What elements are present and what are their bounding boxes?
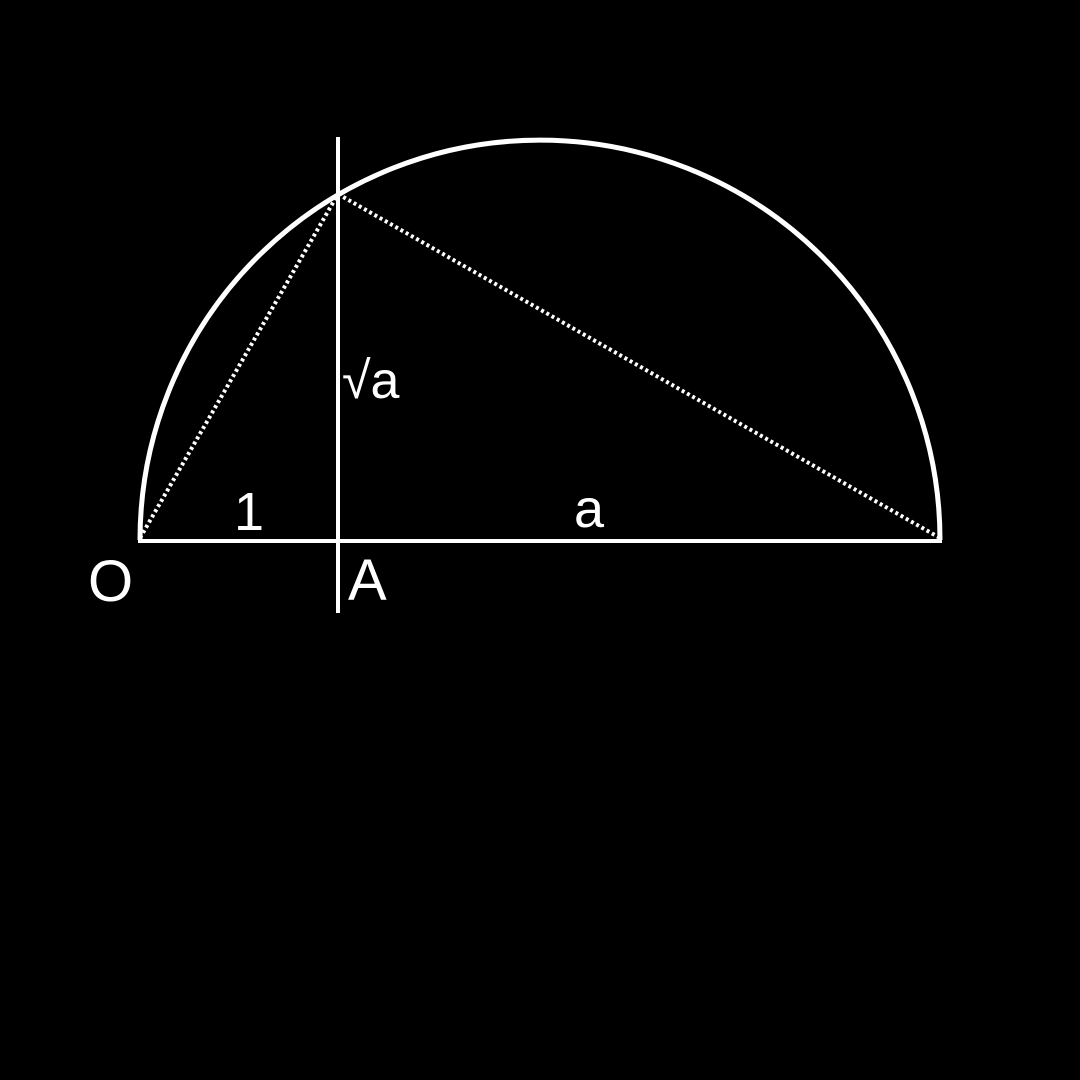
label-point-a: A <box>348 548 387 613</box>
label-unit-length: 1 <box>234 482 265 542</box>
chord-right-dotted <box>338 194 940 538</box>
label-origin-o: O <box>88 549 134 614</box>
semicircle-arc <box>140 140 940 540</box>
label-a-length: a <box>574 479 605 539</box>
label-sqrt-a: √a <box>342 352 400 410</box>
